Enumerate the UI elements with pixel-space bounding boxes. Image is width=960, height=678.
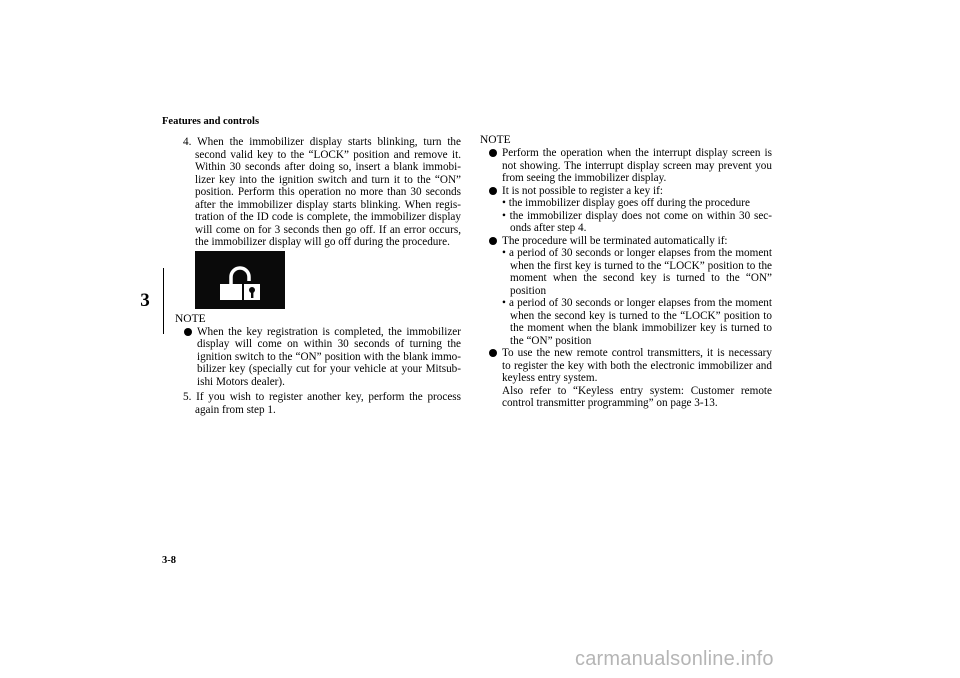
step-5-text: 5. If you wish to register another key, perform the process again from step 1. xyxy=(183,391,461,416)
bullet-icon xyxy=(184,328,192,336)
sub-item: • the immobilizer display does not come on within 30 sec-onds after step 4. xyxy=(502,209,772,234)
chapter-tab: 3 xyxy=(127,268,164,334)
sub-item: • a period of 30 seconds or longer elapses from the moment when the second key is turned to the “LOCK” position to the moment when the blank immobilizer key is turned to the “ON” position xyxy=(502,297,772,347)
bullet-icon xyxy=(489,187,497,195)
left-column xyxy=(175,136,461,416)
page-header-title: Features and controls xyxy=(162,116,260,127)
bullet-icon xyxy=(489,349,497,357)
right-note-bullet-3: The procedure will be terminated automatically if: • a period of 30 seconds or longer elapses from the moment when the first key is turned to the “LOCK” position to the moment when the second key is turned to the “ON” position • a period of 30 seconds or longer elapses from the moment when the second key is turned to the “LOCK” position to the moment when the blank immobilizer key is turned to the “ON” position xyxy=(480,235,772,348)
cross-reference: Also refer to “Keyless entry system: Customer remote control transmitter programming” on page 3-13. xyxy=(502,384,772,409)
left-note-bullet: When the key registration is completed, the immobilizer display will come on within 30 seconds of turning the ignition switch to the “ON” position with the blank immo-bilizer key (specially cut for your vehicle at your Mitsub-ishi Motors dealer). xyxy=(175,326,461,389)
right-note-bullet-4: To use the new remote control transmitters, it is necessary to register the key with both the electronic immobilizer and keyless entry system. Also refer to “Keyless entry system: Customer remote control transmitter programming” on page 3-13. xyxy=(480,347,772,410)
right-column xyxy=(480,136,772,410)
bullet-icon xyxy=(489,237,497,245)
page-number: 3-8 xyxy=(162,555,176,566)
immobilizer-display-image xyxy=(195,251,285,309)
sub-item: • a period of 30 seconds or longer elapses from the moment when the first key is turned to the “LOCK” position to the moment when the second key is turned to the “ON” position xyxy=(502,247,772,297)
right-note-bullet-1: Perform the operation when the interrupt display screen is not showing. The interrupt display screen may prevent you from seeing the immobilizer display. xyxy=(480,147,772,185)
padlock-key-icon xyxy=(195,251,285,309)
right-note-bullet-2: It is not possible to register a key if: • the immobilizer display goes off during the procedure • the immobilizer display does not come on within 30 sec-onds after step 4. xyxy=(480,185,772,235)
left-note-label: NOTE xyxy=(175,312,206,325)
right-note-label: NOTE xyxy=(480,134,511,146)
sub-item: • the immobilizer display goes off during the procedure xyxy=(502,197,750,209)
bullet-icon xyxy=(489,149,497,157)
watermark: carmanualsonline.info xyxy=(575,648,774,670)
step-4-text: 4. When the immobilizer display starts blinking, turn the second valid key to the “LOCK” position and remove it. Within 30 seconds after doing so, insert a blank immobi-lizer key into the ignition switch and turn it to the “ON” position. Perform this operation no more than 30 seconds after the immobilizer display starts blinking. When regis-tration of the ID code is complete, the immobilizer display will come on for 3 seconds then go off. If an error occurs, the immobilizer display will go off during the procedure. xyxy=(183,136,461,248)
